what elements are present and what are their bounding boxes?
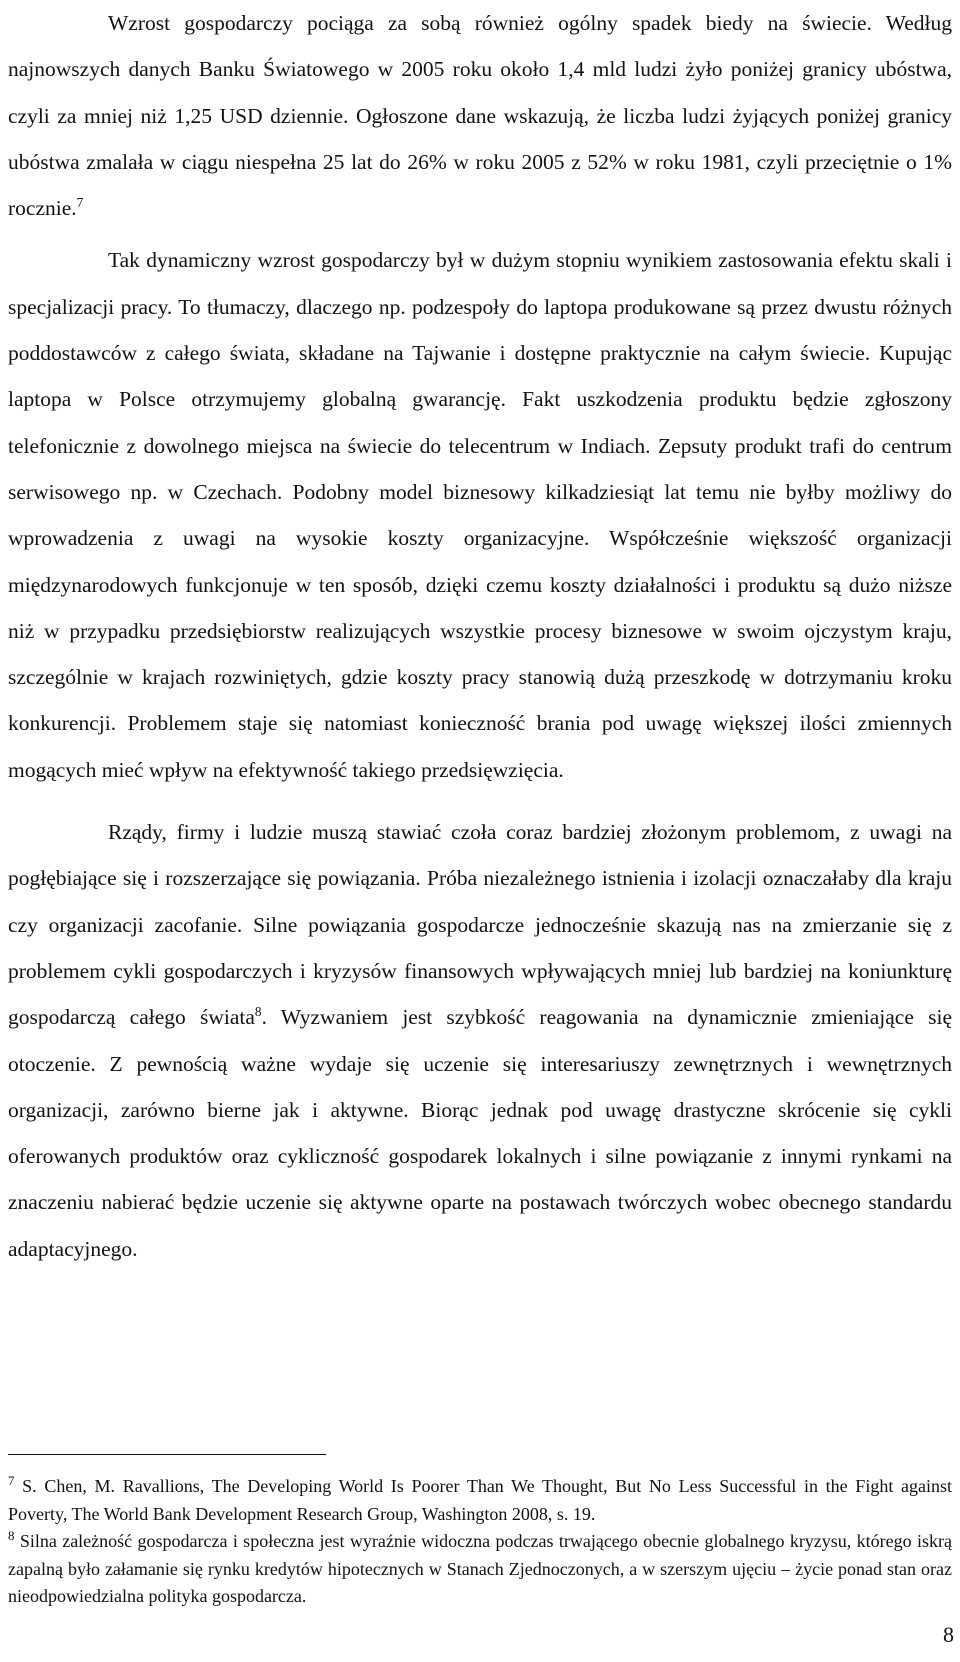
paragraph-economies-of-scale <box>8 237 952 793</box>
footnote-text: Silna zależność gospodarcza i społeczna jest wyraźnie widoczna podczas trwającego obecnie globalnego kryzysu, którego iskrą zapalną było załamanie się rynku kredytów hipotecznych w Stanach Zjednoczonych, a w szerszym ujęciu – życie ponad stan oraz nieodpowiedzialna polityka gospodarcza. <box>8 1531 952 1606</box>
footnote-number: 8 <box>8 1528 15 1543</box>
paragraph-text: . Wyzwaniem jest szybkość reagowania na dynamicznie zmieniające się otoczenie. Z pewnością ważne wydaje się uczenie się interesariuszy zewnętrznych i wewnętrznych organizacji, zarówno bierne jak i aktywne. Biorąc jednak pod uwagę drastyczne skrócenie się cykli oferowanych produktów oraz cykliczność gospodarek lokalnych i silne powiązanie z innymi rynkami na znaczeniu nabierać będzie uczenie się aktywne oparte na postawach twórczych wobec obecnego standardu adaptacyjnego. <box>8 1005 952 1261</box>
page-number: 8 <box>943 1622 954 1647</box>
footnote-separator <box>8 1454 326 1455</box>
paragraph-text: Tak dynamiczny wzrost gospodarczy był w dużym stopniu wynikiem zastosowania efektu skali i specjalizacji pracy. To tłumaczy, dlaczego np. podzespoły do laptopa produkowane są przez dwustu różnych poddostawców z całego świata, składane na Tajwanie i dostępne praktycznie na całym świecie. Kupując laptopa w Polsce otrzymujemy globalną gwarancję. Fakt uszkodzenia produktu będzie zgłoszony telefonicznie z dowolnego miejsca na świecie do telecentrum w Indiach. Zepsuty produkt trafi do centrum serwisowego np. w Czechach. Podobny model biznesowy kilkadziesiąt lat temu nie byłby możliwy do wprowadzenia z uwagi na wysokie koszty organizacyjne. Współcześnie większość organizacji międzynarodowych funkcjonuje w ten sposób, dzięki czemu koszty działalności i produktu są dużo niższe niż w przypadku przedsiębiorstw realizujących wszystkie procesy biznesowe w swoim ojczystym kraju, szczególnie w krajach rozwiniętych, gdzie koszty pracy stanowią dużą przeszkodę w dotrzymaniu kroku konkurencji. Problemem staje się natomiast konieczność brania pod uwagę większej ilości zmiennych mogących mieć wpływ na efektywność takiego przedsięwzięcia. <box>8 248 952 782</box>
paragraph-poverty-decline <box>8 0 952 231</box>
paragraph-interdependence <box>8 809 952 1272</box>
footnote-ref-7[interactable]: 7 <box>76 195 84 211</box>
footnote-7 <box>8 1473 952 1528</box>
paragraph-text: Wzrost gospodarczy pociąga za sobą również ogólny spadek biedy na świecie. Według najnowszych danych Banku Światowego w 2005 roku około 1,4 mld ludzi żyło poniżej granicy ubóstwa, czyli za mniej niż 1,25 USD dziennie. Ogłoszone dane wskazują, że liczba ludzi żyjących poniżej granicy ubóstwa zmalała w ciągu niespełna 25 lat do 26% w roku 2005 z 52% w roku 1981, czyli przeciętnie o 1% rocznie. <box>8 11 952 221</box>
footnote-number: 7 <box>8 1473 15 1488</box>
page-body <box>8 0 952 1272</box>
footnote-8 <box>8 1528 952 1611</box>
paragraph-text: Rządy, firmy i ludzie muszą stawiać czoła coraz bardziej złożonym problemom, z uwagi na pogłębiające się i rozszerzające się powiązania. Próba niezależnego istnienia i izolacji oznaczałaby dla kraju czy organizacji zacofanie. Silne powiązania gospodarcze jednocześnie skazują nas na zmierzanie się z problemem cykli gospodarczych i kryzysów finansowych wpływających mniej lub bardziej na koniunkturę gospodarczą całego świata <box>8 820 952 1030</box>
footnote-ref-8[interactable]: 8 <box>254 1004 262 1020</box>
footnote-text: S. Chen, M. Ravallions, The Developing World Is Poorer Than We Thought, But No Less Successful in the Fight against Poverty, The World Bank Development Research Group, Washington 2008, s. 19. <box>8 1476 952 1524</box>
footnotes <box>8 1473 952 1611</box>
